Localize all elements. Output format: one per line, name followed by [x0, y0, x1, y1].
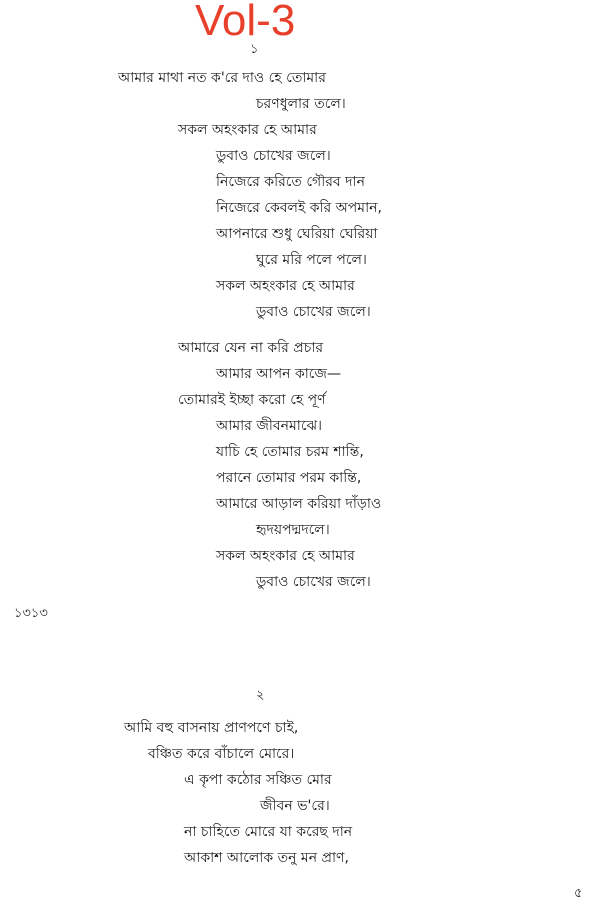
poem-line: সকল অহংকার হে আমার — [178, 122, 317, 138]
poem-line: এ কৃপা কঠোর সঞ্চিত মোর — [184, 772, 332, 788]
poem-line: ডুবাও চোখের জলে। — [256, 304, 371, 320]
poem-line: হৃদয়পদ্মদলে। — [256, 522, 330, 538]
poem-line: যাচি হে তোমার চরম শান্তি, — [216, 444, 364, 460]
poem-line: আমারে আড়াল করিয়া দাঁড়াও — [216, 496, 382, 512]
poem-line: আকাশ আলোক তনু মন প্রাণ, — [184, 850, 349, 866]
poem-line: জীবন ভ'রে। — [260, 798, 330, 814]
poem-line: চরণধুলার তলে। — [256, 96, 346, 112]
poem-2-number: ২ — [256, 688, 265, 703]
poem-line: আপনারে শুধু ঘেরিয়া ঘেরিয়া — [216, 226, 378, 242]
poem-line: আমার মাথা নত ক'রে দাও হে তোমার — [118, 70, 326, 86]
volume-label: Vol-3 — [195, 0, 296, 45]
poem-line: ঘুরে মরি পলে পলে। — [256, 252, 367, 268]
poem-1-number: ১ — [250, 42, 259, 57]
poem-line: না চাহিতে মোরে যা করেছ দান — [184, 824, 353, 840]
poem-line: ডুবাও চোখের জলে। — [256, 574, 371, 590]
poem-line: আমার আপন কাজে— — [216, 366, 341, 382]
poem-1-year: ১৩১৩ — [14, 606, 48, 621]
poem-line: আমি বহু বাসনায় প্রাণপণে চাই, — [124, 720, 299, 736]
poem-line: ডুবাও চোখের জলে। — [216, 148, 331, 164]
poem-line: নিজেরে করিতে গৌরব দান — [216, 174, 365, 190]
page-number: ৫ — [574, 886, 583, 901]
poem-line: সকল অহংকার হে আমার — [216, 548, 355, 564]
poem-line: পরানে তোমার পরম কান্তি, — [216, 470, 362, 486]
poem-line: আমারে যেন না করি প্রচার — [178, 340, 324, 356]
poem-line: আমার জীবনমাঝে। — [216, 418, 323, 434]
poem-line: বঞ্চিত করে বাঁচালে মোরে। — [148, 746, 295, 762]
poem-line: সকল অহংকার হে আমার — [216, 278, 355, 294]
poem-line: তোমারই ইচ্ছা করো হে পূর্ণ — [178, 392, 326, 408]
poem-line: নিজেরে কেবলই করি অপমান, — [216, 200, 382, 216]
